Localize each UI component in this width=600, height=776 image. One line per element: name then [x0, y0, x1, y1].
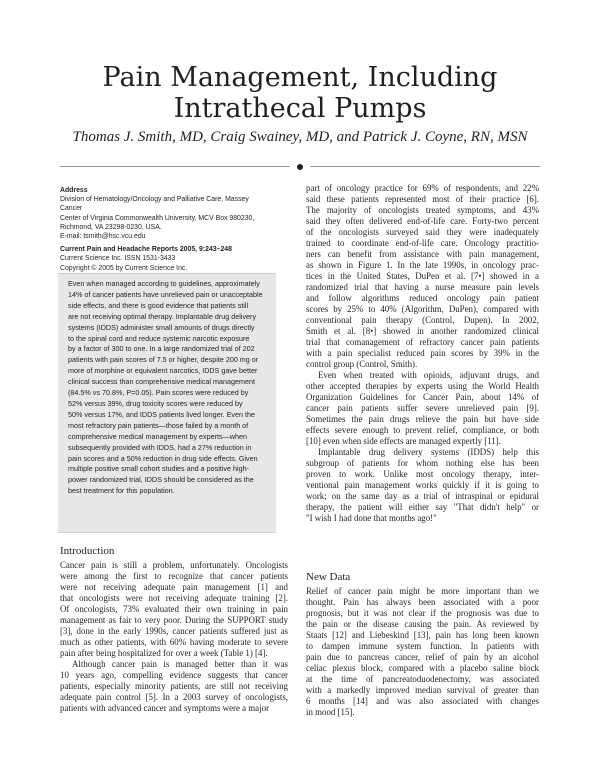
text-line: were not receiving adequate pain management [1] and — [60, 582, 288, 592]
article-title — [0, 62, 600, 124]
divider-right — [310, 166, 540, 167]
article-meta — [60, 186, 260, 273]
text-line: 6 months [14] and was also associated with changes — [306, 696, 539, 706]
text-line: celiac plexus block, compared with a placebo saline block — [306, 663, 539, 673]
text-line: adequate pain control [5]. In a 2003 survey of oncologists, — [60, 692, 288, 702]
text-line: to the spinal cord and reduce systemic narcotic exposure — [68, 333, 250, 343]
text-line: control group (Control, Smith). — [306, 359, 418, 369]
text-line: trained to coordinate end-of-life care. Oncology practitio- — [306, 238, 539, 248]
text-line: in mood [15]. — [306, 707, 355, 717]
text-line: said they often delivered end-of-life care. Forty-two percent — [306, 216, 539, 226]
author-list: Thomas J. Smith, MD, Craig Swainey, MD, and Patrick J. Coyne, RN, MSN — [72, 129, 528, 145]
text-line: the pain or the disease causing the pain. As reviewed by — [306, 619, 539, 629]
text-line: as shown in Figure 1. In the late 1990s, in oncology prac- — [306, 260, 539, 270]
new-data-heading: New Data — [306, 571, 351, 583]
divider-bullet — [297, 164, 303, 170]
issn-line: Current Science Inc. ISSN 1531-3433 — [60, 255, 176, 263]
text-line: systems (IDDS) administer small amounts of drugs directly — [68, 322, 255, 332]
copyright-line: Copyright © 2005 by Current Science Inc. — [60, 264, 188, 272]
address-label: Address — [60, 187, 88, 194]
text-line: Staats [12] and Liebeskind [13], pain has long been known — [306, 630, 539, 640]
text-line: multiple positive small cohort studies and a positive high- — [68, 464, 249, 474]
text-line: much as other patients, with 60% having moderate to severe — [60, 637, 288, 647]
text-line: Implantable drug delivery systems (IDDS) help this — [318, 447, 539, 457]
right-column-body — [306, 183, 539, 524]
address-line: Center of Virginia Commonwealth University, MCV Box 980230, — [60, 214, 255, 222]
text-line: patients, especially minority patients, are still not receiving — [60, 681, 288, 691]
text-line: comprehensive medical management by experts—when — [68, 431, 247, 441]
text-line: Smith et al. [8•] showed in another randomized clinical — [306, 326, 539, 336]
address-line: Richmond, VA 23298-0230, USA. — [60, 223, 162, 231]
abstract-text — [68, 279, 271, 497]
text-line: power randomized trial, IDDS should be considered as the — [68, 475, 254, 485]
text-line: Of oncologists, 73% evaluated their own training in pain — [60, 604, 288, 614]
text-line: with a markedly improved median survival of greater than — [306, 685, 539, 695]
text-line: to dampen immune system function. In patients with — [306, 641, 539, 651]
text-line: patients with advanced cancer and symptoms were a major — [60, 703, 269, 713]
text-line: clinical success than comprehensive medical management — [68, 377, 255, 387]
text-line: 14% of cancer patients have unrelieved pain or unacceptable — [68, 289, 263, 299]
text-line: of the oncologists surveyed said they were inadequately — [306, 227, 539, 237]
text-line: Relief of cancer pain might be more important than we — [306, 586, 539, 596]
text-line: Sometimes the pain drugs relieve the pain but have side — [306, 414, 539, 424]
title-line-2: Intrathecal Pumps — [173, 93, 427, 124]
text-line: side effects, and there is good evidence that patients still — [68, 300, 249, 310]
text-line: more of morphine or equivalent narcotics, IDDS gave better — [68, 366, 258, 376]
new-data-body — [306, 586, 539, 718]
text-line: subgroup of patients for whom nothing else has been — [306, 458, 539, 468]
text-line: therapy, the patient will either say "That didn't help" or — [306, 502, 539, 512]
text-line: ners can benefit from assistance with pain management, — [306, 249, 539, 259]
text-line: work; on the same day as a trial of intraspinal or epidural — [306, 491, 539, 501]
text-line: subsequently provided with IDDS, had a 27% reduction in — [68, 442, 252, 452]
text-line: tices in the United States, DuPen et al. [7•] showed in a — [306, 271, 539, 281]
text-line: 50% versus 17%, and IDDS patients lived longer. Even the — [68, 409, 255, 419]
text-line: 52% versus 39%, drug toxicity scores were reduced by — [68, 398, 243, 408]
text-line: Cancer pain is still a problem, unfortunately. Oncologists — [60, 560, 288, 570]
text-line: pain scores and a 50% reduction in drug side effects. Given — [68, 453, 258, 463]
text-line: scores by 25% to 40% (Algorithm, DuPen), compared with — [306, 304, 539, 314]
text-line: best treatment for this population. — [68, 486, 175, 496]
text-line: cancer pain patients suffer severe unrelieved pain [9]. — [306, 403, 539, 413]
text-line: effects severe enough to prevent relief, compliance, or both — [306, 425, 539, 435]
intro-body — [60, 560, 288, 714]
divider-left — [60, 166, 290, 167]
text-line: said these patients represented most of their practice [6]. — [306, 194, 539, 204]
text-line: by a factor of 300 to one. In a large randomized trial of 202 — [68, 344, 255, 354]
text-line: (84.5% vs 70.8%, P=0.05). Pain scores were reduced by — [68, 388, 249, 398]
text-line: pain due to pancreas cancer, relief of pain by an alcohol — [306, 652, 539, 662]
text-line: part of oncology practice for 69% of respondents, and 22% — [306, 183, 539, 193]
text-line: thought. Pain has always been associated with a poor — [306, 597, 539, 607]
text-line: most refractory pain patients—those failed by a month of — [68, 420, 249, 430]
address-line: Division of Hematology/Oncology and Palliative Care, Massey Cancer — [60, 196, 249, 213]
text-line: Although cancer pain is managed better than it was — [72, 659, 288, 669]
text-line: "I wish I had done that months ago!" — [306, 513, 437, 523]
email-line: E-mail: tsmith@hsc.vcu.edu — [60, 233, 146, 241]
text-line: with a pain specialist reduced pain scores by 39% in the — [306, 348, 539, 358]
text-line: patients with pain scores of 7.5 or higher, despite 200 mg or — [68, 355, 259, 365]
text-line: are not receiving optimal therapy. Implantable drug delivery — [68, 311, 257, 321]
text-line: ventional pain management works quickly if it is going to — [306, 480, 539, 490]
text-line: Even when treated with opioids, adjuvant drugs, and — [318, 370, 539, 380]
text-line: [3], done in the early 1990s, cancer patients suffered just as — [60, 626, 288, 636]
text-line: trial that comanagement of refractory cancer pain patients — [306, 337, 539, 347]
text-line: The majority of oncologists treated symptoms, and 43% — [306, 205, 539, 215]
text-line: other accepted therapies by experts using the World Health — [306, 381, 539, 391]
text-line: 10 years ago, compelling evidence suggests that cancer — [60, 670, 288, 680]
text-line: prognosis, but it was not clear if the prognosis was due to — [306, 608, 539, 618]
text-line: at the time of pancreatoduodenectomy, was associated — [306, 674, 539, 684]
text-line: proven to work. Unlike most oncology therapy, inter- — [306, 469, 539, 479]
intro-heading: Introduction — [60, 545, 115, 557]
text-line: management as fair to very poor. During the SUPPORT study — [60, 615, 288, 625]
text-line: [10] even when side effects are managed expertly [11]. — [306, 436, 501, 446]
text-line: were among the first to recognize that cancer patients — [60, 571, 288, 581]
text-line: that oncologists were not receiving adequate training [2]. — [60, 593, 288, 603]
text-line: randomized trial that having a nurse measure pain levels — [306, 282, 539, 292]
text-line: pain after being hospitalized for over a week (Table 1) [4]. — [60, 648, 268, 658]
text-line: and follow algorithms reduced oncology pain patient — [306, 293, 539, 303]
text-line: Organization Guidelines for Cancer Pain, about 14% of — [306, 392, 539, 402]
title-line-1: Pain Management, Including — [102, 62, 498, 93]
text-line: Even when managed according to guidelines, approximately — [68, 279, 260, 288]
text-line: conventional pain therapy (Control, Dupen). In 2002, — [306, 315, 539, 325]
journal-citation: Current Pain and Headache Reports 2005, 9:243–248 — [60, 246, 232, 254]
